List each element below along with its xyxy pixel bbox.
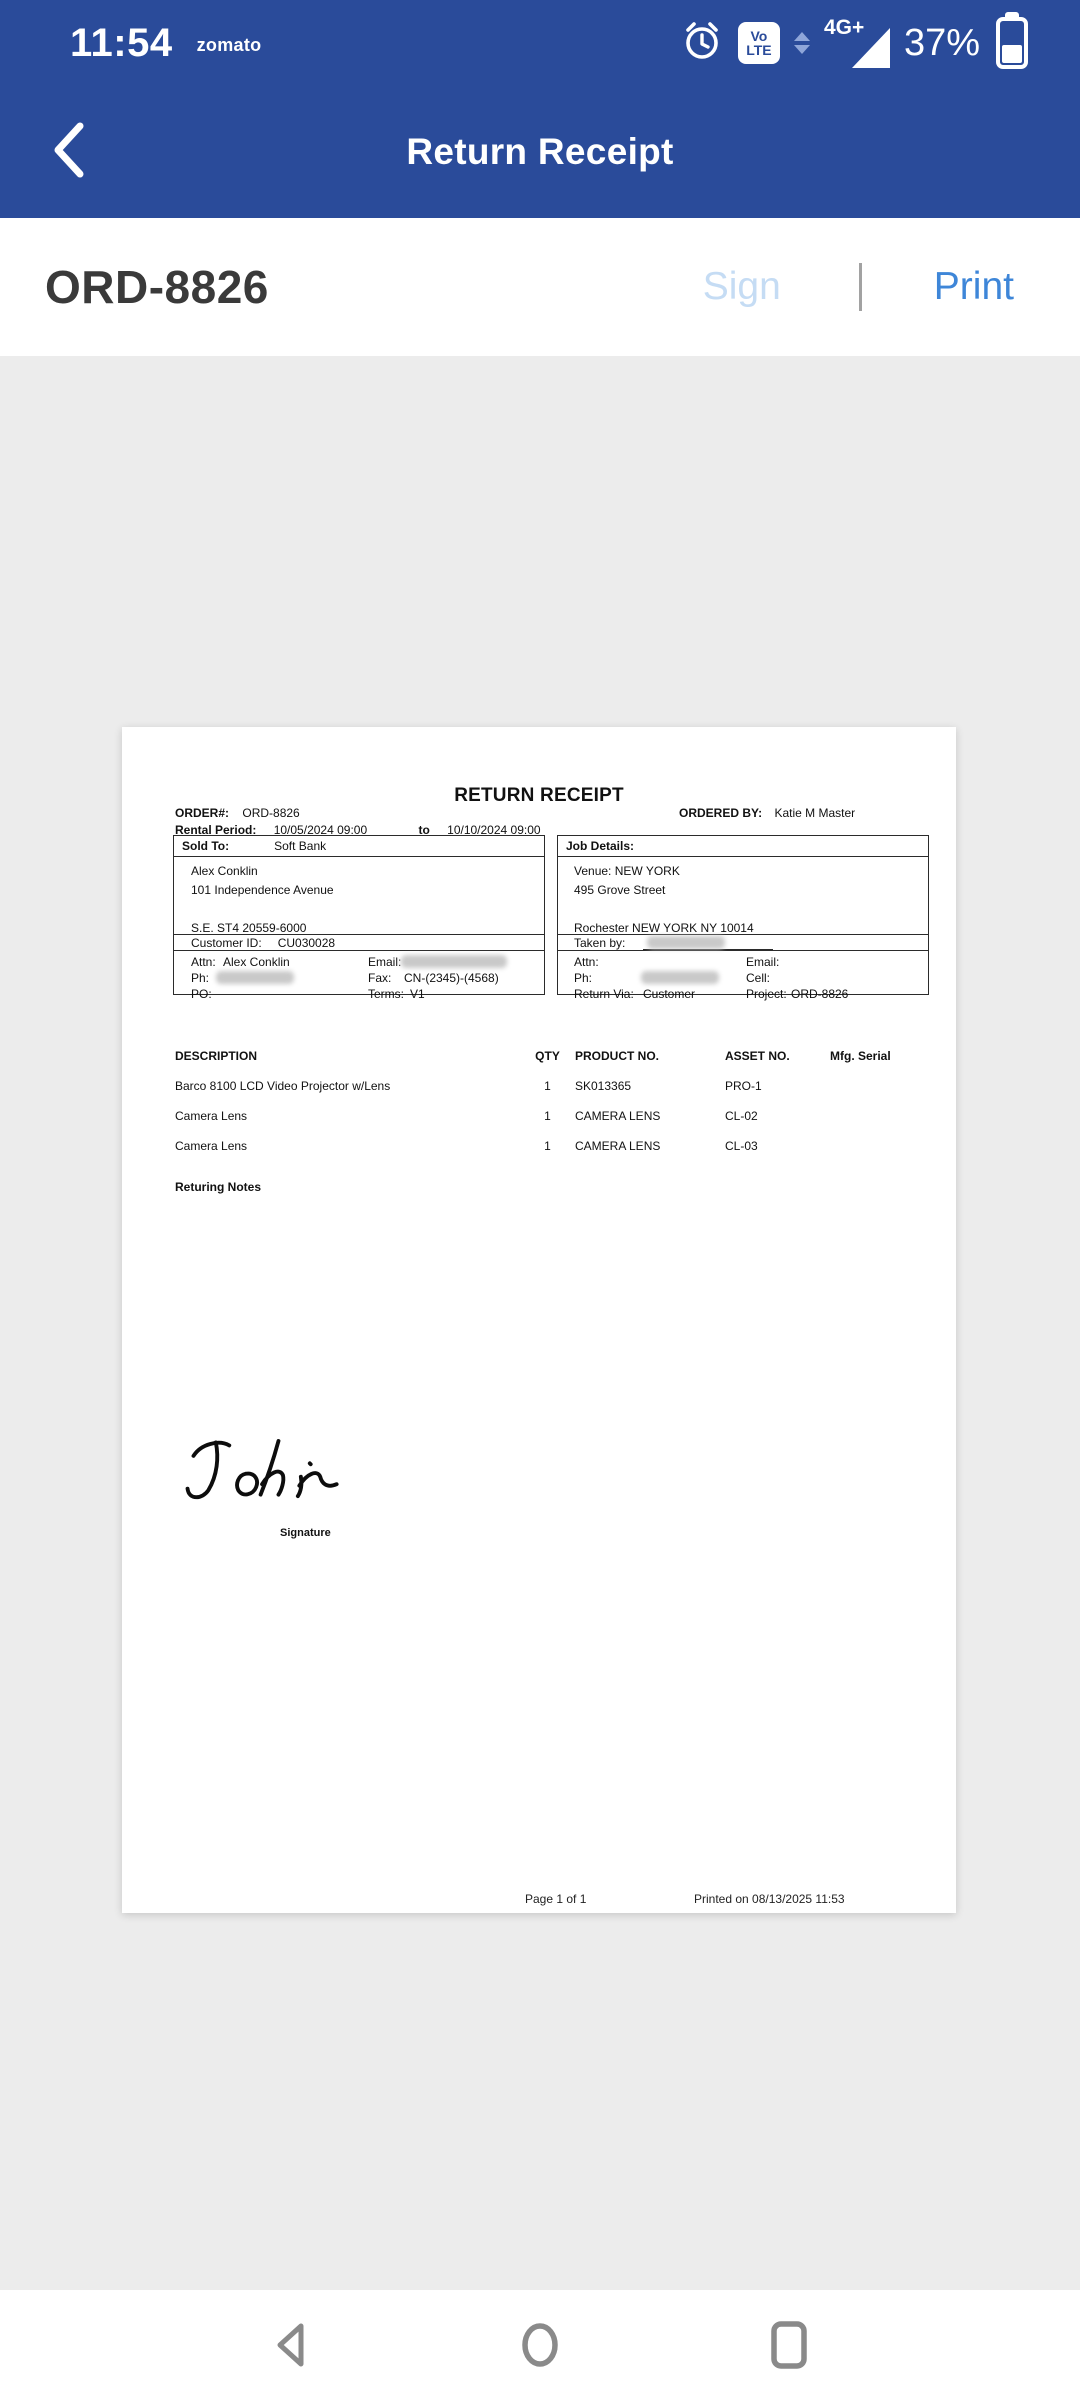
- item-description: Camera Lens: [175, 1109, 248, 1123]
- print-button[interactable]: Print: [933, 265, 1014, 308]
- item-asset-no: PRO-1: [725, 1079, 762, 1093]
- document-title: RETURN RECEIPT: [454, 785, 624, 806]
- signal-strength-icon: [824, 18, 890, 68]
- android-nav-bar: [0, 2290, 1080, 2400]
- sold-to-company: Soft Bank: [274, 839, 327, 853]
- sold-to-address: Alex Conklin 101 Independence Avenue S.E. ST4 20559-6000: [191, 864, 334, 935]
- order-number-value: ORD-8826: [242, 806, 300, 820]
- app-bar: [0, 86, 1080, 218]
- job-details-label: Job Details:: [566, 839, 635, 853]
- redacted-email: [401, 955, 507, 968]
- carrier-label: zomato: [196, 34, 262, 55]
- item-description: Camera Lens: [175, 1139, 248, 1153]
- status-time: 11:54: [70, 20, 173, 65]
- taken-by-row: [558, 934, 928, 951]
- item-mfg-serial: [830, 1071, 917, 1101]
- ordered-by-label: ORDERED BY:: [679, 806, 763, 820]
- customer-id-row: [174, 934, 544, 951]
- back-chevron-icon: [42, 114, 94, 186]
- toolbar-divider: [859, 263, 862, 311]
- sold-to-label: Sold To:: [182, 839, 230, 853]
- battery-icon: [996, 17, 1028, 69]
- item-product-no: SK013365: [575, 1079, 632, 1093]
- network-type-label: 4G+: [823, 16, 865, 39]
- order-number-label: ORDER#:: [175, 806, 230, 820]
- job-details-box: [557, 835, 929, 1001]
- back-button[interactable]: [42, 114, 94, 186]
- item-qty: 1: [544, 1079, 551, 1093]
- item-qty: 1: [544, 1109, 551, 1123]
- nav-recents-button[interactable]: [761, 2317, 817, 2373]
- nav-home-button[interactable]: [512, 2317, 568, 2373]
- redacted-taken-by: [647, 936, 725, 949]
- item-mfg-serial: [830, 1131, 917, 1161]
- order-number-row: [175, 806, 300, 820]
- nav-recents-icon: [763, 2317, 815, 2373]
- nav-back-icon: [265, 2317, 317, 2373]
- page-title: Return Receipt: [406, 131, 674, 172]
- page-number: Page 1 of 1: [525, 1892, 587, 1906]
- order-toolbar: [0, 218, 1080, 356]
- signature-label: Signature: [280, 1527, 331, 1539]
- top-blue-region: [0, 0, 1080, 218]
- rental-to-value: 10/10/2024 09:00: [447, 823, 541, 837]
- customer-id-label: Customer ID:: [191, 935, 262, 950]
- ordered-by-value: Katie M Master: [774, 806, 856, 820]
- volte-text-top: Vo: [750, 28, 768, 44]
- rental-to-word: to: [418, 823, 430, 837]
- alarm-icon: [680, 19, 724, 68]
- item-qty: 1: [544, 1139, 551, 1153]
- status-bar: [0, 0, 1080, 86]
- sold-to-contact: Attn: Alex Conklin Email: Ph: Fax: CN-(2345)-(4568) PO: Terms: V1: [174, 951, 544, 994]
- data-activity-icon: [794, 32, 810, 54]
- item-mfg-serial: [830, 1101, 917, 1131]
- item-product-no: CAMERA LENS: [575, 1109, 661, 1123]
- returning-notes-label: Returing Notes: [175, 1180, 262, 1194]
- item-asset-no: CL-02: [725, 1109, 758, 1123]
- redacted-phone: [641, 971, 719, 984]
- nav-home-icon: [514, 2317, 566, 2373]
- item-asset-no: CL-03: [725, 1139, 758, 1153]
- order-id-label: ORD-8826: [45, 261, 269, 313]
- nav-back-button[interactable]: [263, 2317, 319, 2373]
- volte-icon: [738, 22, 780, 64]
- rental-period-label: Rental Period:: [175, 823, 257, 837]
- sign-button[interactable]: Sign: [702, 265, 781, 308]
- taken-by-label: Taken by:: [574, 935, 626, 950]
- sold-to-box: [173, 835, 545, 1001]
- signature-drawing: [178, 1435, 373, 1517]
- redacted-phone: [216, 971, 294, 984]
- item-description: Barco 8100 LCD Video Projector w/Lens: [175, 1079, 391, 1093]
- ordered-by-row: [679, 806, 855, 820]
- receipt-document-page: [122, 727, 956, 1913]
- printed-timestamp: Printed on 08/13/2025 11:53: [694, 1892, 845, 1906]
- job-details-contact: Attn: Email: Ph: Cell: Return Via: Customer Project: ORD-8826: [574, 955, 849, 1001]
- pdf-viewport[interactable]: [0, 356, 1080, 2290]
- rental-from-value: 10/05/2024 09:00: [273, 823, 368, 837]
- volte-text-bottom: LTE: [746, 42, 772, 58]
- job-details-address: Venue: NEW YORK 495 Grove Street Rochester NEW YORK NY 10014: [574, 864, 754, 935]
- items-table: DESCRIPTION QTY PRODUCT NO. ASSET NO. Mfg. Serial Barco 8100 LCD Video Projector w/Lens 1 SK013365 PRO-1 Camera Lens 1 CAMERA LENS CL-02 Camera Lens 1 CAMERA LENS CL-03: [175, 1041, 917, 1161]
- item-product-no: CAMERA LENS: [575, 1139, 661, 1153]
- customer-id-value: CU030028: [277, 935, 336, 950]
- battery-percent-label: 37%: [903, 21, 980, 64]
